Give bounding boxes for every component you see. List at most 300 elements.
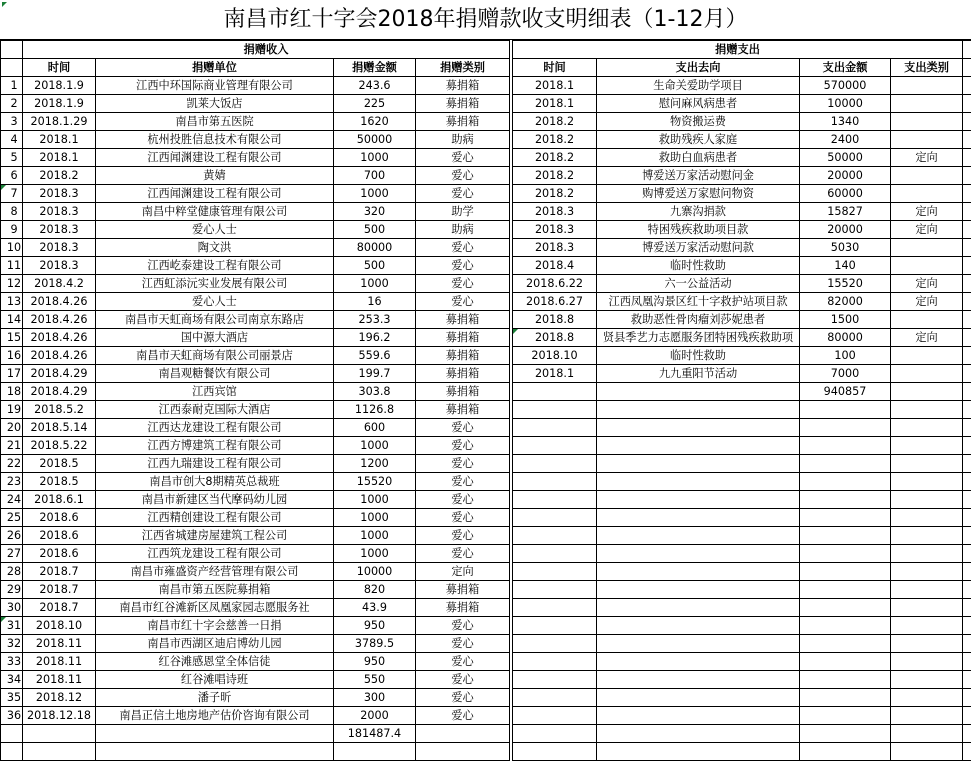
empty-cell[interactable] [597,383,800,401]
income-date-cell[interactable]: 2018.5.22 [23,437,96,455]
income-date-cell[interactable]: 2018.7 [23,581,96,599]
income-date-cell[interactable]: 2018.4.26 [23,293,96,311]
income-date-cell[interactable]: 2018.3 [23,239,96,257]
income-date-cell[interactable]: 2018.10 [23,617,96,635]
income-amount-cell[interactable]: 550 [334,671,416,689]
income-amount-cell[interactable]: 1000 [334,437,416,455]
donor-cell[interactable]: 南昌正信土地房地产估价咨询有限公司 [96,707,334,725]
empty-cell[interactable] [891,707,963,725]
expense-destination-cell[interactable]: 江西凤凰沟景区红十字救护站项目款 [597,293,800,311]
donor-cell[interactable]: 南昌市西湖区迪启博幼儿园 [96,635,334,653]
spacer-cell[interactable] [963,473,971,491]
row-number-cell[interactable]: 25 [1,509,23,527]
income-category-cell[interactable]: 定向 [416,563,510,581]
income-amount-cell[interactable]: 1000 [334,149,416,167]
empty-cell[interactable] [800,527,891,545]
income-category-cell[interactable]: 爱心 [416,437,510,455]
empty-cell[interactable] [891,383,963,401]
expense-destination-cell[interactable]: 特困残疾救助项目款 [597,221,800,239]
expense-destination-cell[interactable]: 九寨沟捐款 [597,203,800,221]
donor-cell[interactable]: 杭州投胜信息技术有限公司 [96,131,334,149]
empty-cell[interactable] [513,635,597,653]
income-date-cell[interactable]: 2018.3 [23,221,96,239]
empty-cell[interactable] [800,635,891,653]
income-amount-cell[interactable]: 3789.5 [334,635,416,653]
empty-cell[interactable] [513,509,597,527]
empty-cell[interactable] [891,455,963,473]
income-category-cell[interactable]: 爱心 [416,707,510,725]
income-category-cell[interactable]: 爱心 [416,653,510,671]
expense-destination-cell[interactable]: 救助恶性骨肉瘤刘莎妮患者 [597,311,800,329]
expense-category-cell[interactable]: 定向 [891,329,963,347]
empty-cell[interactable] [800,473,891,491]
donor-cell[interactable]: 南昌市新建区当代摩码幼儿园 [96,491,334,509]
expense-category-cell[interactable] [891,95,963,113]
donor-cell[interactable]: 江西泰耐克国际大酒店 [96,401,334,419]
income-date-cell[interactable]: 2018.1.29 [23,113,96,131]
row-number-cell[interactable]: 7 [1,185,23,203]
income-category-cell[interactable]: 爱心 [416,509,510,527]
income-amount-cell[interactable]: 820 [334,581,416,599]
spacer-cell[interactable] [963,185,971,203]
empty-cell[interactable] [597,581,800,599]
expense-category-cell[interactable] [891,365,963,383]
row-number-cell[interactable]: 36 [1,707,23,725]
empty-cell[interactable] [800,437,891,455]
empty-cell[interactable] [513,563,597,581]
spacer-cell[interactable] [963,149,971,167]
income-section-label[interactable]: 捐赠收入 [23,41,510,59]
income-category-cell[interactable]: 爱心 [416,275,510,293]
donor-cell[interactable]: 南昌市天虹商场有限公司南京东路店 [96,311,334,329]
income-category-cell[interactable]: 募捐箱 [416,383,510,401]
spacer-cell[interactable] [963,455,971,473]
spacer-cell[interactable] [963,293,971,311]
expense-destination-cell[interactable]: 临时性救助 [597,257,800,275]
row-number-cell[interactable] [1,59,23,77]
row-number-cell[interactable]: 14 [1,311,23,329]
income-date-cell[interactable]: 2018.6 [23,509,96,527]
income-date-cell[interactable]: 2018.6 [23,545,96,563]
expense-destination-cell[interactable]: 九九重阳节活动 [597,365,800,383]
income-category-cell[interactable]: 爱心 [416,527,510,545]
income-category-cell[interactable]: 助病 [416,221,510,239]
expense-date-cell[interactable]: 2018.2 [513,185,597,203]
donor-cell[interactable]: 江西九瑞建设工程有限公司 [96,455,334,473]
expense-amount-cell[interactable]: 20000 [800,167,891,185]
spacer-cell[interactable] [963,239,971,257]
income-amount-cell[interactable]: 500 [334,221,416,239]
donor-cell[interactable]: 江西筑龙建设工程有限公司 [96,545,334,563]
row-number-cell[interactable]: 33 [1,653,23,671]
expense-category-cell[interactable] [891,347,963,365]
empty-cell[interactable] [513,473,597,491]
empty-cell[interactable] [513,437,597,455]
income-category-cell[interactable]: 募捐箱 [416,311,510,329]
empty-cell[interactable] [513,599,597,617]
empty-cell[interactable] [597,527,800,545]
donor-cell[interactable]: 江西虹添沅实业发展有限公司 [96,275,334,293]
expense-destination-cell[interactable]: 救助残疾人家庭 [597,131,800,149]
empty-cell[interactable] [800,491,891,509]
income-category-cell[interactable]: 爱心 [416,185,510,203]
expense-destination-cell[interactable]: 博爱送万家活动慰问款 [597,239,800,257]
income-date-cell[interactable]: 2018.7 [23,599,96,617]
donor-cell[interactable]: 江西中环国际商业管理有限公司 [96,77,334,95]
expense-destination-cell[interactable]: 购博爱送万家慰问物资 [597,185,800,203]
expense-amount-cell[interactable]: 10000 [800,95,891,113]
income-amount-cell[interactable]: 225 [334,95,416,113]
income-category-cell[interactable]: 爱心 [416,617,510,635]
expense-date-cell[interactable]: 2018.8 [513,329,597,347]
donor-cell[interactable]: 南昌中粹堂健康管理有限公司 [96,203,334,221]
spacer-cell[interactable] [963,563,971,581]
expense-date-cell[interactable]: 2018.3 [513,221,597,239]
empty-cell[interactable] [891,473,963,491]
expense-category-cell[interactable]: 定向 [891,275,963,293]
income-date-cell[interactable]: 2018.3 [23,185,96,203]
spacer-cell[interactable] [963,509,971,527]
expense-date-cell[interactable]: 2018.1 [513,365,597,383]
empty-cell[interactable] [800,689,891,707]
income-category-cell[interactable]: 募捐箱 [416,599,510,617]
income-category-cell[interactable]: 募捐箱 [416,347,510,365]
empty-cell[interactable] [800,599,891,617]
income-category-cell[interactable]: 爱心 [416,149,510,167]
empty-cell[interactable] [800,617,891,635]
row-number-cell[interactable]: 11 [1,257,23,275]
row-number-cell[interactable]: 20 [1,419,23,437]
empty-cell[interactable] [416,725,510,743]
expense-amount-cell[interactable]: 82000 [800,293,891,311]
row-number-cell[interactable]: 13 [1,293,23,311]
row-number-cell[interactable]: 24 [1,491,23,509]
donor-cell[interactable]: 江西方博建筑工程有限公司 [96,437,334,455]
empty-cell[interactable] [513,617,597,635]
row-number-cell[interactable]: 1 [1,77,23,95]
income-category-cell[interactable]: 募捐箱 [416,329,510,347]
expense-category-cell[interactable]: 定向 [891,293,963,311]
empty-cell[interactable] [597,437,800,455]
empty-cell[interactable] [800,707,891,725]
income-date-cell[interactable]: 2018.5 [23,455,96,473]
row-number-cell[interactable]: 22 [1,455,23,473]
donor-cell[interactable]: 红谷滩感恩堂全体信徒 [96,653,334,671]
donor-cell[interactable]: 南昌市红十字会慈善一日捐 [96,617,334,635]
spacer-cell[interactable] [963,131,971,149]
row-number-cell[interactable]: 9 [1,221,23,239]
empty-cell[interactable] [800,509,891,527]
spacer-cell[interactable] [963,95,971,113]
income-category-cell[interactable]: 爱心 [416,491,510,509]
spacer-cell[interactable] [963,545,971,563]
empty-cell[interactable] [597,725,800,743]
income-category-cell[interactable]: 爱心 [416,167,510,185]
income-category-cell[interactable]: 爱心 [416,257,510,275]
expense-category-cell[interactable] [891,167,963,185]
empty-cell[interactable] [891,617,963,635]
row-number-cell[interactable]: 19 [1,401,23,419]
expense-date-cell[interactable]: 2018.10 [513,347,597,365]
row-number-cell[interactable]: 21 [1,437,23,455]
expense-destination-cell[interactable]: 慰问麻风病患者 [597,95,800,113]
income-date-cell[interactable]: 2018.1.9 [23,95,96,113]
income-category-cell[interactable]: 爱心 [416,473,510,491]
income-date-cell[interactable]: 2018.4.2 [23,275,96,293]
income-amount-cell[interactable]: 50000 [334,131,416,149]
empty-cell[interactable] [597,707,800,725]
empty-cell[interactable] [1,743,23,761]
empty-cell[interactable] [597,455,800,473]
spacer-cell[interactable] [963,725,971,743]
expense-amount-cell[interactable]: 570000 [800,77,891,95]
row-number-cell[interactable]: 15 [1,329,23,347]
income-amount-cell[interactable]: 950 [334,653,416,671]
expense-amount-cell[interactable]: 15827 [800,203,891,221]
income-date-cell[interactable]: 2018.4.26 [23,347,96,365]
empty-cell[interactable] [513,743,597,761]
empty-cell[interactable] [891,671,963,689]
spacer-cell[interactable] [963,581,971,599]
expense-amount-cell[interactable]: 140 [800,257,891,275]
expense-category-cell[interactable]: 定向 [891,221,963,239]
empty-cell[interactable] [891,545,963,563]
spacer-cell[interactable] [963,491,971,509]
donor-cell[interactable]: 陶文洪 [96,239,334,257]
empty-cell[interactable] [597,617,800,635]
empty-cell[interactable] [597,635,800,653]
income-category-cell[interactable]: 募捐箱 [416,95,510,113]
income-amount-cell[interactable]: 253.3 [334,311,416,329]
spacer-cell[interactable] [963,59,971,77]
expense-destination-cell[interactable]: 贤县季艺力志愿服务团特困残疾救助项 [597,329,800,347]
empty-cell[interactable] [513,491,597,509]
empty-cell[interactable] [513,419,597,437]
donor-cell[interactable]: 江西屹泰建设工程有限公司 [96,257,334,275]
spacer-cell[interactable] [963,275,971,293]
empty-cell[interactable] [891,689,963,707]
expense-section-label[interactable]: 捐赠支出 [513,41,963,59]
empty-cell[interactable] [891,419,963,437]
expense-date-cell[interactable]: 2018.8 [513,311,597,329]
empty-cell[interactable] [891,581,963,599]
row-number-cell[interactable]: 5 [1,149,23,167]
income-category-cell[interactable]: 爱心 [416,419,510,437]
income-amount-cell[interactable]: 80000 [334,239,416,257]
empty-cell[interactable] [96,725,334,743]
donor-cell[interactable]: 江西达龙建设工程有限公司 [96,419,334,437]
expense-date-cell[interactable]: 2018.2 [513,113,597,131]
income-header-category[interactable]: 捐赠类别 [416,59,510,77]
spacer-cell[interactable] [963,707,971,725]
row-number-cell[interactable]: 35 [1,689,23,707]
expense-category-cell[interactable] [891,131,963,149]
spacer-cell[interactable] [963,113,971,131]
expense-amount-cell[interactable]: 7000 [800,365,891,383]
row-number-cell[interactable]: 8 [1,203,23,221]
income-date-cell[interactable]: 2018.2 [23,167,96,185]
empty-cell[interactable] [597,545,800,563]
income-header-date[interactable]: 时间 [23,59,96,77]
income-date-cell[interactable]: 2018.1 [23,131,96,149]
income-date-cell[interactable]: 2018.12.18 [23,707,96,725]
income-amount-cell[interactable]: 2000 [334,707,416,725]
expense-category-cell[interactable] [891,239,963,257]
expense-destination-cell[interactable]: 物资搬运费 [597,113,800,131]
expense-destination-cell[interactable]: 博爱送万家活动慰问金 [597,167,800,185]
income-amount-cell[interactable]: 700 [334,167,416,185]
empty-cell[interactable] [891,635,963,653]
empty-cell[interactable] [513,707,597,725]
donor-cell[interactable]: 江西精创建设工程有限公司 [96,509,334,527]
empty-cell[interactable] [416,743,510,761]
donor-cell[interactable]: 江西省城建房屋建筑工程公司 [96,527,334,545]
income-category-cell[interactable]: 募捐箱 [416,365,510,383]
expense-date-cell[interactable]: 2018.1 [513,77,597,95]
row-number-cell[interactable]: 28 [1,563,23,581]
expense-destination-cell[interactable]: 六一公益活动 [597,275,800,293]
spacer-cell[interactable] [963,221,971,239]
empty-cell[interactable] [800,671,891,689]
income-date-cell[interactable]: 2018.6 [23,527,96,545]
expense-category-cell[interactable] [891,311,963,329]
donor-cell[interactable]: 江西宾馆 [96,383,334,401]
expense-amount-cell[interactable]: 60000 [800,185,891,203]
expense-header-amount[interactable]: 支出金额 [800,59,891,77]
donor-cell[interactable]: 江西闻渊建设工程有限公司 [96,149,334,167]
income-date-cell[interactable]: 2018.7 [23,563,96,581]
empty-cell[interactable] [800,653,891,671]
expense-amount-cell[interactable]: 15520 [800,275,891,293]
row-number-cell[interactable]: 16 [1,347,23,365]
empty-cell[interactable] [891,491,963,509]
spacer-cell[interactable] [963,527,971,545]
expense-amount-cell[interactable]: 20000 [800,221,891,239]
row-number-cell[interactable]: 17 [1,365,23,383]
empty-cell[interactable] [23,725,96,743]
empty-cell[interactable] [891,437,963,455]
income-category-cell[interactable]: 爱心 [416,293,510,311]
income-amount-cell[interactable]: 15520 [334,473,416,491]
income-date-cell[interactable]: 2018.4.26 [23,311,96,329]
empty-cell[interactable] [800,419,891,437]
spacer-cell[interactable] [963,41,971,59]
expense-date-cell[interactable]: 2018.3 [513,239,597,257]
row-number-cell[interactable]: 23 [1,473,23,491]
spacer-cell[interactable] [963,77,971,95]
spacer-cell[interactable] [963,419,971,437]
donor-cell[interactable]: 红谷滩唱诗班 [96,671,334,689]
income-amount-cell[interactable]: 196.2 [334,329,416,347]
empty-cell[interactable] [891,527,963,545]
row-number-cell[interactable] [1,725,23,743]
empty-cell[interactable] [513,401,597,419]
empty-cell[interactable] [800,743,891,761]
income-amount-cell[interactable]: 303.8 [334,383,416,401]
expense-amount-cell[interactable]: 1340 [800,113,891,131]
empty-cell[interactable] [891,401,963,419]
income-date-cell[interactable]: 2018.11 [23,653,96,671]
row-number-cell[interactable]: 34 [1,671,23,689]
row-number-cell[interactable]: 12 [1,275,23,293]
empty-cell[interactable] [597,653,800,671]
income-amount-cell[interactable]: 1000 [334,275,416,293]
donor-cell[interactable]: 黄婧 [96,167,334,185]
empty-cell[interactable] [597,509,800,527]
income-category-cell[interactable]: 募捐箱 [416,581,510,599]
income-date-cell[interactable]: 2018.4.29 [23,383,96,401]
empty-cell[interactable] [513,527,597,545]
empty-cell[interactable] [597,599,800,617]
expense-date-cell[interactable]: 2018.2 [513,131,597,149]
expense-category-cell[interactable] [891,77,963,95]
empty-cell[interactable] [891,599,963,617]
row-number-cell[interactable]: 3 [1,113,23,131]
income-date-cell[interactable]: 2018.5 [23,473,96,491]
expense-header-date[interactable]: 时间 [513,59,597,77]
income-total-cell[interactable]: 181487.4 [334,725,416,743]
spacer-cell[interactable] [963,635,971,653]
income-category-cell[interactable]: 爱心 [416,545,510,563]
income-amount-cell[interactable]: 600 [334,419,416,437]
empty-cell[interactable] [597,473,800,491]
empty-cell[interactable] [513,455,597,473]
empty-cell[interactable] [800,725,891,743]
donor-cell[interactable]: 南昌市第五医院募捐箱 [96,581,334,599]
donor-cell[interactable]: 南昌市创大8期精英总裁班 [96,473,334,491]
expense-category-cell[interactable] [891,257,963,275]
expense-header-destination[interactable]: 支出去向 [597,59,800,77]
expense-amount-cell[interactable]: 2400 [800,131,891,149]
income-header-donor[interactable]: 捐赠单位 [96,59,334,77]
income-amount-cell[interactable]: 320 [334,203,416,221]
income-category-cell[interactable]: 爱心 [416,455,510,473]
donor-cell[interactable]: 南昌市第五医院 [96,113,334,131]
expense-date-cell[interactable]: 2018.2 [513,167,597,185]
income-date-cell[interactable]: 2018.5.2 [23,401,96,419]
expense-date-cell[interactable]: 2018.4 [513,257,597,275]
income-amount-cell[interactable]: 10000 [334,563,416,581]
income-category-cell[interactable]: 募捐箱 [416,401,510,419]
donor-cell[interactable]: 潘子昕 [96,689,334,707]
income-date-cell[interactable]: 2018.11 [23,671,96,689]
spacer-cell[interactable] [963,347,971,365]
empty-cell[interactable] [597,743,800,761]
empty-cell[interactable] [597,401,800,419]
income-date-cell[interactable]: 2018.12 [23,689,96,707]
spacer-cell[interactable] [963,617,971,635]
expense-date-cell[interactable]: 2018.2 [513,149,597,167]
expense-category-cell[interactable]: 定向 [891,203,963,221]
empty-cell[interactable] [597,689,800,707]
spacer-cell[interactable] [963,689,971,707]
income-date-cell[interactable]: 2018.3 [23,257,96,275]
income-category-cell[interactable]: 爱心 [416,239,510,257]
income-amount-cell[interactable]: 1000 [334,545,416,563]
income-category-cell[interactable]: 募捐箱 [416,113,510,131]
income-date-cell[interactable]: 2018.5.14 [23,419,96,437]
donor-cell[interactable]: 爱心人士 [96,221,334,239]
empty-cell[interactable] [513,689,597,707]
empty-cell[interactable] [513,671,597,689]
income-amount-cell[interactable]: 16 [334,293,416,311]
spacer-cell[interactable] [963,365,971,383]
income-amount-cell[interactable]: 1000 [334,491,416,509]
empty-cell[interactable] [963,743,971,761]
spacer-cell[interactable] [963,383,971,401]
income-amount-cell[interactable]: 1000 [334,527,416,545]
income-date-cell[interactable]: 2018.6.1 [23,491,96,509]
